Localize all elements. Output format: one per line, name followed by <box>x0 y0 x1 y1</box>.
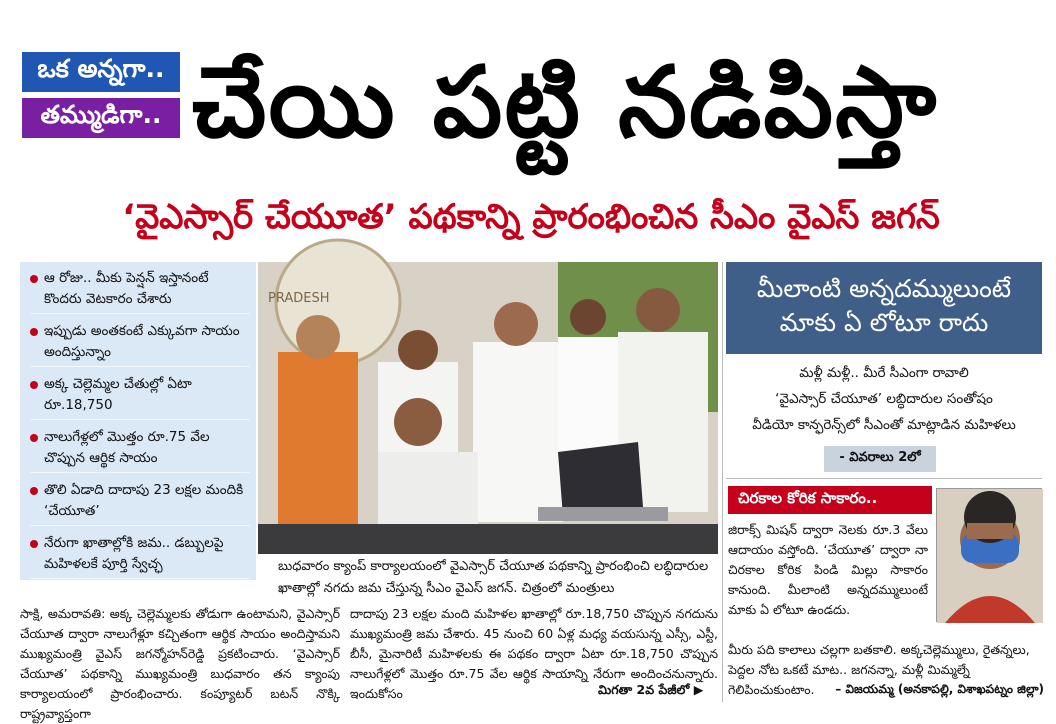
highlight-item: అక్క చెల్లెమ్మల చేతుల్లో ఏటా రూ.18,750 <box>30 374 250 420</box>
bullet-dot-icon <box>30 328 38 336</box>
side-story-heading <box>726 262 1042 354</box>
kicker-tag-thammudu: తమ్ముడిగా.. <box>22 98 180 138</box>
quote-title: చిరకాల కోరిక సాకారం.. <box>728 486 932 514</box>
portrait-illustration <box>937 489 1043 623</box>
bullet-dot-icon <box>30 487 38 495</box>
quote-signature: – విజయమ్మ (అనకాపల్లి, విశాఖపట్నం జిల్లా) <box>835 682 1044 696</box>
quote-text-continued: మీరు పది కాలాలు చల్లగా బతకాలి. అక్కచెల్లెమ్ములు, రైతన్నలు, పెద్దల నోట ఒకటే మాట.. జగనన్నా, మళ్లీ మిమ్మల్నే గెలిపించుకుంటాం. <box>728 642 1030 697</box>
column-divider <box>722 262 723 702</box>
side-story-summary <box>726 360 1042 440</box>
side-line-3: వీడియో కాన్ఫరెన్స్‌లో సీఎంతో మాట్లాడిన మహిళలు <box>752 417 1016 433</box>
bullet-dot-icon <box>30 540 38 548</box>
article-column-1: సాక్షి, అమరావతి: అక్క చెల్లెమ్మలకు తోడుగా ఉంటామని, వైఎస్సార్ చేయూత ద్వారా నాలుగేళ్లూ కచ్చితంగా ఆర్థిక సాయం అందిస్తామని ముఖ్యమంత్రి వైఎస్ జగన్మోహన్‌రెడ్డి ప్రకటించారు. ‘వైఎస్సార్ చేయూత’ పథకాన్ని ముఖ్యమంత్రి బుధవారం తన క్యాంపు కార్యాలయంలో ప్రారంభించారు. కంప్యూటర్ బటన్ నొక్కి రాష్ట్రవ్యాప్తంగా <box>20 606 340 721</box>
headline: చేయి పట్టి నడిపిస్తా <box>192 46 939 160</box>
highlight-item: ఇప్పుడు అంతకంటే ఎక్కువగా సాయం అందిస్తున్నాం <box>30 321 250 367</box>
highlight-item: తొలి ఏడాది దాదాపు 23 లక్షల మందికి ‘చేయూత’ <box>30 480 250 526</box>
photo-caption: బుధవారం క్యాంప్ కార్యాలయంలో వైఎస్సార్ చేయూత పథకాన్ని ప్రారంభించి లబ్ధిదారుల ఖాతాల్లో నగదు జమ చేస్తున్న సీఎం వైఎస్ జగన్. చిత్రంలో మంత్రులు <box>278 559 709 596</box>
bullet-dot-icon <box>30 434 38 442</box>
news-photo <box>258 262 718 554</box>
side-heading-line-2: మాకు ఏ లోటూ రాదు <box>779 308 989 337</box>
article-column-2: దాదాపు 23 లక్షల మంది మహిళల ఖాతాల్లో రూ.18,750 చొప్పున నగదును ముఖ్యమంత్రి జమ చేశారు. 45 నుంచి 60 ఏళ్ల మధ్య వయసున్న ఎస్సీ, ఎస్టీ, బీసీ, మైనారిటీ మహిళలకు ఈ పథకం ద్వారా ఏటా రూ.18,750 చొప్పున నాలుగేళ్లలో మొత్తం రూ.75 వేల ఆర్థిక సాయాన్ని నేరుగా అందించనున్నారు. ఇందుకోసం <box>350 606 718 701</box>
section-divider <box>726 478 1042 479</box>
side-line-1: మళ్లీ మళ్లీ.. మీరే సీఎంగా రావాలి <box>799 365 969 381</box>
beneficiary-portrait <box>936 488 1042 622</box>
subheadline: ‘వైఎస్సార్ చేయూత’ పథకాన్ని ప్రారంభించిన సీఎం వైఎస్ జగన్ <box>122 197 940 237</box>
seal-text: PRADESH <box>268 291 330 306</box>
bullet-dot-icon <box>30 381 38 389</box>
side-line-2: ‘వైఎస్సార్ చేయూత’ లబ్ధిదారుల సంతోషం <box>775 391 993 407</box>
continued-link[interactable]: మిగతా 2వ పేజీలో ▶ <box>598 682 704 697</box>
details-link[interactable]: - వివరాలు 2లో <box>824 446 936 472</box>
photo-illustration <box>258 262 718 554</box>
side-heading-line-1: మీలాంటి అన్నదమ్ములుంటే <box>756 274 1012 303</box>
highlight-item: నేరుగా ఖాతాల్లోకి జమ.. డబ్బులపై మహిళలకే పూర్తి స్వేచ్ఛ <box>30 533 250 579</box>
highlight-item: ఆ రోజు.. మీకు పెన్షన్ ఇస్తానంటే కొందరు వెటకారం చేశారు <box>30 268 250 314</box>
quote-text: జిరాక్స్ మిషన్ ద్వారా నెలకు రూ.3 వేలు ఆదాయం వస్తోంది. ‘చేయూత’ ద్వారా నా చిరకాల కోరిక పిండి మిల్లు సాకారం కానుంది. మీలాంటి అన్నదమ్ములుంటే మాకు ఏ లోటూ ఉండదు. <box>728 522 928 617</box>
kicker-tag-anna: ఒక అన్నగా.. <box>22 52 180 92</box>
bullet-dot-icon <box>30 275 38 283</box>
highlight-item: నాలుగేళ్లలో మొత్తం రూ.75 వేల చొప్పున ఆర్థిక సాయం <box>30 427 250 473</box>
highlights-panel <box>20 262 256 580</box>
